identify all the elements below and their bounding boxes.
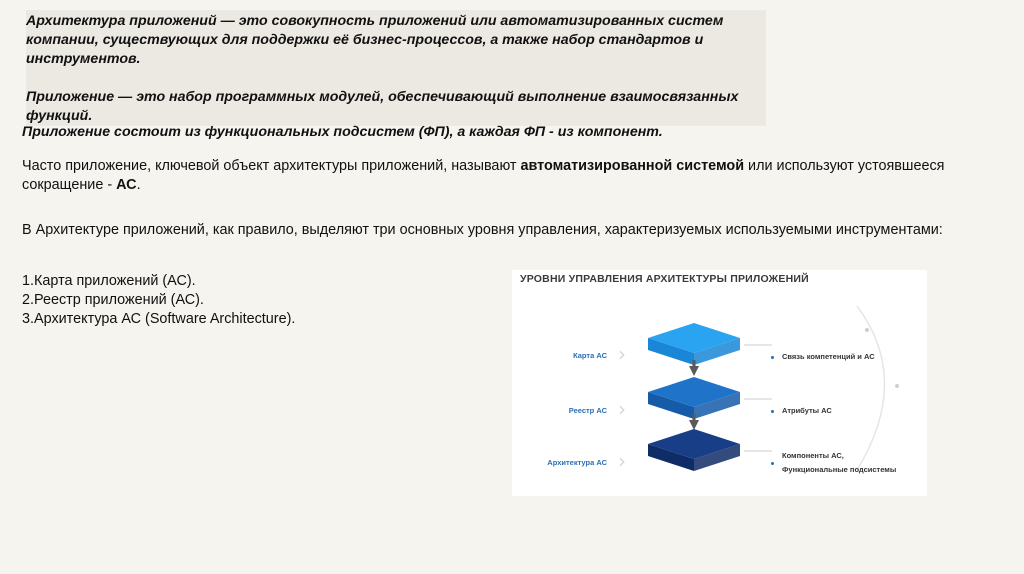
chevron-right-icon: › [618, 342, 626, 366]
layer-registry-slab [648, 377, 740, 419]
levels-list [22, 272, 295, 329]
para1-bold-abbrev: АС [116, 177, 137, 193]
chevron-right-icon: › [618, 449, 626, 473]
architecture-levels-figure [512, 270, 927, 496]
para1-text-after: . [136, 177, 141, 193]
arrow-down-icon [689, 420, 699, 430]
para1-bold-term: автоматизированной системой [520, 158, 745, 174]
definitions-block [26, 10, 766, 126]
paragraph-management-levels: В Архитектуре приложений, как правило, выделяют три основных уровня управления, характеризуемых используемыми инструментами: [22, 222, 943, 238]
layer-label-registry: Реестр АС [568, 406, 607, 415]
figure-title: УРОВНИ УПРАВЛЕНИЯ АРХИТЕКТУРЫ ПРИЛОЖЕНИЙ [520, 273, 809, 285]
layer-desc-components: Компоненты АС, [782, 451, 844, 460]
functional-subsystems-line: Приложение состоит из функциональных подсистем (ФП), а каждая ФП - из компонент. [22, 124, 663, 140]
list-item: 1.Карта приложений (АС). [22, 273, 196, 289]
layer-desc-map: Связь компетенций и АС [782, 352, 875, 361]
arrow-down-icon [689, 366, 699, 376]
para1-text-before: Часто приложение, ключевой объект архитектуры приложений, называют [22, 158, 521, 174]
list-item: 2.Реестр приложений (АС). [22, 292, 204, 308]
connector-dot [771, 462, 774, 465]
chevron-right-icon: › [618, 397, 626, 421]
layer-label-map: Карта АС [573, 351, 607, 360]
paragraph-automated-system [22, 157, 982, 195]
para1-text-middle: или используют устоявшееся сокращение - [22, 158, 945, 193]
layer-map-slab [648, 323, 740, 365]
application-definition: Приложение — это набор программных модулей, обеспечивающий выполнение взаимосвязанных функций. [26, 89, 739, 124]
layer-desc-registry: Атрибуты АС [782, 406, 832, 415]
layer-desc-subsystems: Функциональные подсистемы [782, 465, 897, 474]
connector-dot [771, 356, 774, 359]
connector-dot [771, 410, 774, 413]
layer-architecture-slab [648, 429, 740, 471]
architecture-definition: Архитектура приложений — это совокупность приложений или автоматизированных систем компании, существующих для поддержки её бизнес-процессов, а также набор стандартов и инструментов. [26, 13, 724, 67]
layer-label-architecture: Архитектура АС [547, 458, 607, 467]
list-item: 3.Архитектура АС (Software Architecture). [22, 311, 296, 327]
